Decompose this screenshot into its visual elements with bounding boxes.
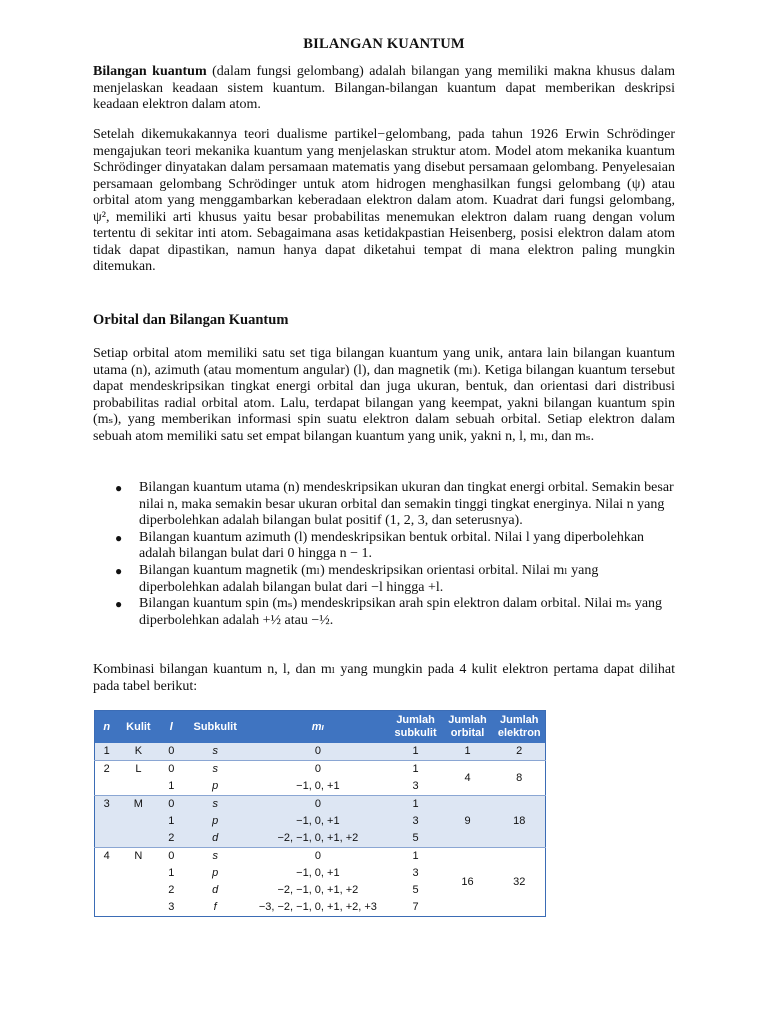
cell-n [95, 865, 119, 882]
header-jumlah-elektron [493, 711, 545, 744]
cell-n: 1 [103, 745, 110, 757]
header-n: n [103, 720, 111, 733]
cell-jumlah-elektron: 2 [516, 745, 523, 757]
cell-l: 1 [168, 780, 175, 792]
cell-subkulit: s [212, 745, 218, 757]
quantum-table-container [94, 710, 546, 917]
cell-jumlah-subkulit: 3 [412, 867, 419, 879]
cell-n [95, 778, 119, 796]
header-line: subkulit [394, 727, 437, 739]
section-heading: Orbital dan Bilangan Kuantum [93, 312, 289, 328]
header-line: Jumlah [499, 714, 539, 726]
cell-n [95, 882, 119, 899]
cell-l: 0 [168, 745, 175, 757]
bullet-icon: ● [115, 530, 123, 545]
bullet-icon: ● [115, 563, 123, 578]
cell-ml: −3, −2, −1, 0, +1, +2, +3 [258, 901, 377, 913]
cell-l: 0 [158, 761, 184, 779]
cell-kulit [118, 830, 158, 848]
intro-bold-term: Bilangan kuantum [93, 64, 207, 79]
cell-kulit [118, 865, 158, 882]
cell-n [95, 830, 119, 848]
cell-n: 3 [95, 796, 119, 814]
cell-ml: −1, 0, +1 [296, 867, 340, 879]
list-item [93, 563, 675, 596]
header-kulit: Kulit [126, 720, 151, 733]
header-jumlah-orbital [442, 711, 494, 744]
cell-kulit [118, 778, 158, 796]
cell-subkulit: p [212, 867, 219, 879]
cell-subkulit: s [184, 848, 246, 866]
cell-subkulit: s [184, 761, 246, 779]
cell-l: 0 [158, 796, 184, 814]
orbital-paragraph: Setiap orbital atom memiliki satu set tiga bilangan kuantum yang unik, antara lain bilangan kuantum utama (n), azimuth (atau momentum angular) (l), dan magnetik (mₗ). Ketiga bilangan kuantum tersebut dapat mendeskripsikan tingkat energi orbital dan juga ukuran, bentuk, dan orientasi dari distribusi probabilitas radial orbital atom. Lalu, terdapat bilangan yang keempat, yakni bilangan kuantum spin (mₛ), yang memberikan informasi spin suatu elektron dalam sebuah orbital. Setiap elektron dalam sebuah atom memiliki satu set empat bilangan kuantum yang unik, yakni n, l, mₗ, dan mₛ. [93, 346, 675, 444]
cell-l: 2 [168, 884, 175, 896]
cell-jumlah-subkulit: 1 [390, 796, 442, 814]
table-row [95, 743, 546, 761]
list-item [93, 530, 675, 563]
cell-subkulit: d [212, 832, 219, 844]
header-subkulit: Subkulit [193, 720, 237, 733]
cell-jumlah-subkulit: 5 [412, 832, 419, 844]
bullet-text: Bilangan kuantum utama (n) mendeskripsikan ukuran dan tingkat energi orbital. Semakin besar nilai n, maka semakin besar ukuran orbital dan semakin tinggi tingkat energinya. Nilai n yang diperbolehkan adalah bilangan bulat positif (1, 2, 3, dan seterusnya). [139, 480, 674, 529]
schrodinger-paragraph: Setelah dikemukakannya teori dualisme partikel−gelombang, pada tahun 1926 Erwin Schrödinger mengajukan teori mekanika kuantum yang menjelaskan struktur atom. Model atom mekanika kuantum Schrödinger dinyatakan dalam persamaan matematis yang disebut persamaan gelombang. Penyelesaian persamaan gelombang Schrödinger untuk atom hidrogen menghasilkan fungsi gelombang (ψ) atau orbital atom yang menggambarkan keberadaan elektron dalam atom. Kuadrat dari fungsi gelombang, ψ², memiliki arti khusus yaitu besar probabilitas menemukan elektron dalam ruang dengan volum tertentu di sekitar inti atom. Sebagaimana asas ketidakpastian Heisenberg, posisi elektron dalam atom tidak dapat dipastikan, namun hanya dapat diketahui tempat di mana elektron paling mungkin ditemukan. [93, 127, 675, 274]
bullet-text: Bilangan kuantum spin (mₛ) mendeskripsikan arah spin elektron dalam orbital. Nilai mₛ yang diperbolehkan adalah +½ atau −½. [139, 596, 663, 628]
table-row [95, 761, 546, 779]
cell-subkulit: s [184, 796, 246, 814]
table-intro-paragraph: Kombinasi bilangan kuantum n, l, dan mₗ yang mungkin pada 4 kulit elektron pertama dapat dilihat pada tabel berikut: [93, 662, 675, 694]
cell-subkulit: f [213, 901, 217, 913]
list-item [93, 596, 675, 629]
cell-jumlah-orbital: 1 [464, 745, 471, 757]
quantum-numbers-table [94, 710, 546, 917]
table-row [95, 848, 546, 866]
cell-ml: 0 [314, 745, 321, 757]
cell-kulit: M [118, 796, 158, 814]
cell-n [95, 813, 119, 830]
cell-l: 1 [168, 815, 175, 827]
bullet-text: Bilangan kuantum magnetik (mₗ) mendeskripsikan orientasi orbital. Nilai mₗ yang diperbolehkan adalah bilangan bulat dari −l hingga +l. [139, 562, 599, 595]
cell-n: 4 [95, 848, 119, 866]
page-title: BILANGAN KUANTUM [303, 36, 465, 52]
cell-jumlah-elektron: 32 [493, 848, 545, 917]
cell-l: 1 [168, 867, 175, 879]
cell-jumlah-orbital: 16 [442, 848, 494, 917]
cell-jumlah-subkulit: 1 [390, 761, 442, 779]
cell-jumlah-subkulit: 3 [412, 780, 419, 792]
cell-ml: 0 [246, 796, 389, 814]
cell-subkulit: p [212, 815, 219, 827]
cell-ml: 0 [246, 848, 389, 866]
cell-jumlah-subkulit: 3 [412, 815, 419, 827]
table-row [95, 796, 546, 814]
table-header-row [95, 711, 546, 744]
header-line: orbital [450, 727, 485, 739]
cell-l: 3 [168, 901, 175, 913]
cell-l: 2 [168, 832, 175, 844]
cell-n [95, 899, 119, 917]
header-l: l [169, 720, 173, 733]
cell-jumlah-orbital: 9 [442, 796, 494, 848]
header-line: Jumlah [448, 714, 487, 726]
header-ml: mₗ [311, 720, 324, 733]
cell-ml: 0 [246, 761, 389, 779]
quantum-number-list [93, 480, 675, 629]
cell-jumlah-subkulit: 5 [412, 884, 419, 896]
bullet-icon: ● [115, 597, 123, 612]
bullet-text: Bilangan kuantum azimuth (l) mendeskripsikan bentuk orbital. Nilai l yang diperbolehkan adalah bilangan bulat dari 0 hingga n − 1. [139, 529, 645, 562]
cell-kulit [118, 813, 158, 830]
cell-ml: −2, −1, 0, +1, +2 [277, 832, 359, 844]
cell-ml: −2, −1, 0, +1, +2 [277, 884, 359, 896]
cell-jumlah-orbital: 4 [442, 761, 494, 796]
cell-jumlah-subkulit: 7 [412, 901, 419, 913]
cell-kulit [118, 899, 158, 917]
cell-jumlah-subkulit: 1 [390, 848, 442, 866]
cell-ml: −1, 0, +1 [296, 815, 340, 827]
header-line: elektron [497, 727, 541, 739]
cell-ml: −1, 0, +1 [296, 780, 340, 792]
header-line: Jumlah [396, 714, 435, 726]
cell-kulit: K [134, 745, 143, 757]
cell-kulit [118, 882, 158, 899]
intro-text: (dalam fungsi gelombang) adalah bilangan yang memiliki makna khusus dalam menjelaskan keadaan sistem kuantum. Bilangan-bilangan kuantum dapat memberikan deskripsi keadaan elektron dalam atom. [93, 64, 675, 112]
cell-l: 0 [158, 848, 184, 866]
cell-jumlah-elektron: 8 [493, 761, 545, 796]
cell-kulit: N [118, 848, 158, 866]
cell-subkulit: p [212, 780, 219, 792]
cell-jumlah-subkulit: 1 [412, 745, 419, 757]
cell-n: 2 [95, 761, 119, 779]
cell-jumlah-elektron: 18 [493, 796, 545, 848]
intro-paragraph [93, 64, 675, 114]
cell-subkulit: d [212, 884, 219, 896]
list-item [93, 480, 675, 530]
header-jumlah-subkulit [390, 711, 442, 744]
cell-kulit: L [118, 761, 158, 779]
bullet-icon: ● [115, 481, 123, 495]
